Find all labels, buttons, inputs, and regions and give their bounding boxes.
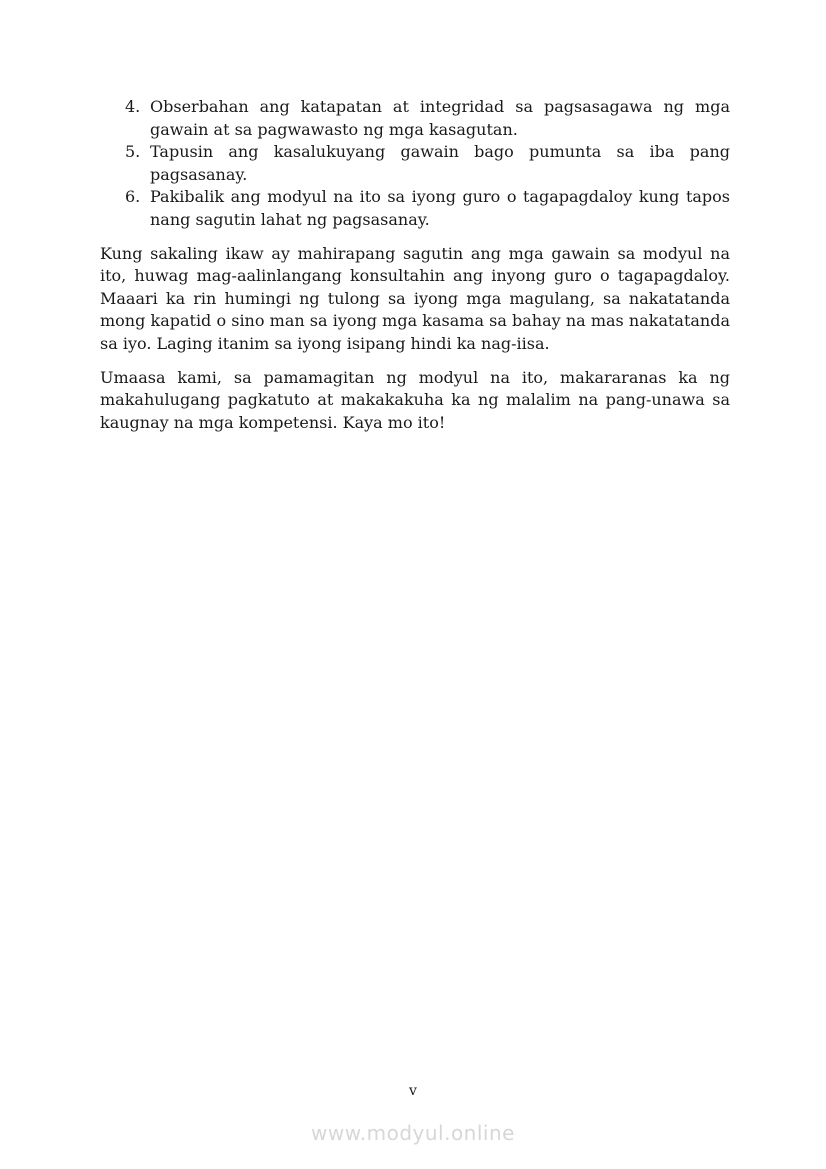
list-item-number: 6. [125,187,141,207]
list-item [125,141,730,186]
page-content [100,96,730,434]
list-item-number: 5. [125,142,141,162]
list-item [125,96,730,141]
list-item-number: 4. [125,97,141,116]
list-item-text: Tapusin ang kasalukuyang gawain bago pumunta sa iba pang pagsasanay. [150,142,730,184]
page-number: v [409,1083,417,1099]
watermark-text: www.modyul.online [311,1121,515,1145]
list-item [125,186,730,231]
paragraph-consultation: Kung sakaling ikaw ay mahirapang sagutin ang mga gawain sa modyul na ito, huwag mag-aalinlangang konsultahin ang inyong guro o tagapagdaloy. Maaari ka rin humingi ng tulong sa iyong mga magulang, sa nakatatanda mong kapatid o sino man sa iyong mga kasama sa bahay na mas nakatatanda sa iyo. Laging itanim sa iyong isipang hindi ka nag-iisa. [100,243,730,353]
paragraph-closing: Umaasa kami, sa pamamagitan ng modyul na ito, makararanas ka ng makahulugang pagkatuto at makakakuha ka ng malalim na pang-unawa sa kaugnay na mga kompetensi. Kaya mo ito! [100,367,730,432]
instruction-list [100,96,730,232]
list-item-text: Obserbahan ang katapatan at integridad sa pagsasagawa ng mga gawain at sa pagwawasto ng mga kasagutan. [150,97,730,139]
list-item-text: Pakibalik ang modyul na ito sa iyong guro o tagapagdaloy kung tapos nang sagutin lahat ng pagsasanay. [150,187,730,229]
